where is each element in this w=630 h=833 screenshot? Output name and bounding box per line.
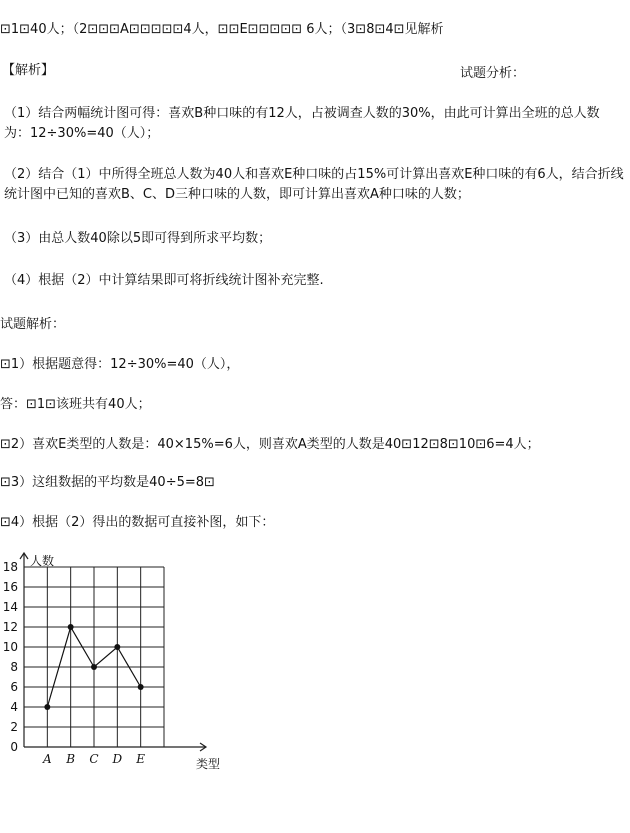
solution-line-3: ⊡2）喜欢E类型的人数是：40×15%=6人，则喜欢A类型的人数是40⊡12⊡8⊡10⊡6=4人；: [0, 437, 540, 452]
chart-grid: [24, 567, 164, 747]
section-heading-jiexi: 【解析】: [2, 63, 55, 78]
data-point-B: [68, 624, 74, 630]
solution-line-1: ⊡1）根据题意得：12÷30%=40（人），: [0, 357, 240, 372]
y-tick-label: 10: [2, 640, 18, 654]
analysis-step-4: （4）根据（2）中计算结果即可将折线统计图补充完整.: [4, 273, 324, 288]
data-point-C: [91, 664, 97, 670]
analysis-step-1: （1）结合两幅统计图可得：喜欢B种口味的有12人，占被调查人数的30%，由此可计算出全班的总人数为：12÷30%=40（人）；: [4, 106, 600, 141]
y-tick-label: 16: [2, 580, 18, 594]
y-tick-label: 8: [10, 660, 18, 674]
x-axis-label: 类型: [196, 757, 221, 771]
data-point-E: [138, 684, 144, 690]
section-heading-solution: 试题解析：: [0, 317, 66, 332]
y-tick-label: 14: [2, 600, 18, 614]
x-tick-label: D: [112, 752, 123, 766]
solution-line-4: ⊡3）这组数据的平均数是40÷5=8⊡: [0, 475, 215, 490]
y-tick-label: 12: [2, 620, 18, 634]
y-tick-label: 18: [2, 560, 18, 574]
y-tick-labels: [3, 560, 18, 754]
chart-axes: [20, 553, 206, 751]
line-chart: [0, 545, 240, 775]
y-tick-label: 4: [10, 700, 18, 714]
y-axis-label: 人数: [30, 554, 55, 568]
y-tick-label: 6: [10, 680, 18, 694]
y-tick-label: 0: [10, 740, 18, 754]
solution-line-2: 答：⊡1⊡该班共有40人；: [0, 397, 151, 412]
answer-line: ⊡1⊡40人；（2⊡⊡⊡A⊡⊡⊡⊡⊡4人，⊡⊡E⊡⊡⊡⊡⊡ 6人；（3⊡8⊡4⊡见解析: [0, 22, 444, 37]
solution-line-5: ⊡4）根据（2）得出的数据可直接补图，如下：: [0, 515, 275, 530]
y-tick-label: 2: [10, 720, 18, 734]
data-point-A: [44, 704, 50, 710]
data-point-D: [114, 644, 120, 650]
x-tick-labels: [42, 752, 145, 766]
x-tick-label: E: [136, 752, 146, 766]
analysis-step-2: （2）结合（1）中所得全班总人数为40人和喜欢E种口味的占15%可计算出喜欢E种口味的有6人，结合折线统计图中已知的喜欢B、C、D三种口味的人数，即可计算出喜欢A种口味的人数；: [4, 167, 624, 202]
analysis-step-3: （3）由总人数40除以5即可得到所求平均数；: [4, 231, 272, 246]
x-tick-label: C: [89, 752, 99, 766]
x-tick-label: A: [42, 752, 52, 766]
x-tick-label: B: [66, 752, 76, 766]
section-heading-analysis: 试题分析：: [460, 66, 526, 81]
